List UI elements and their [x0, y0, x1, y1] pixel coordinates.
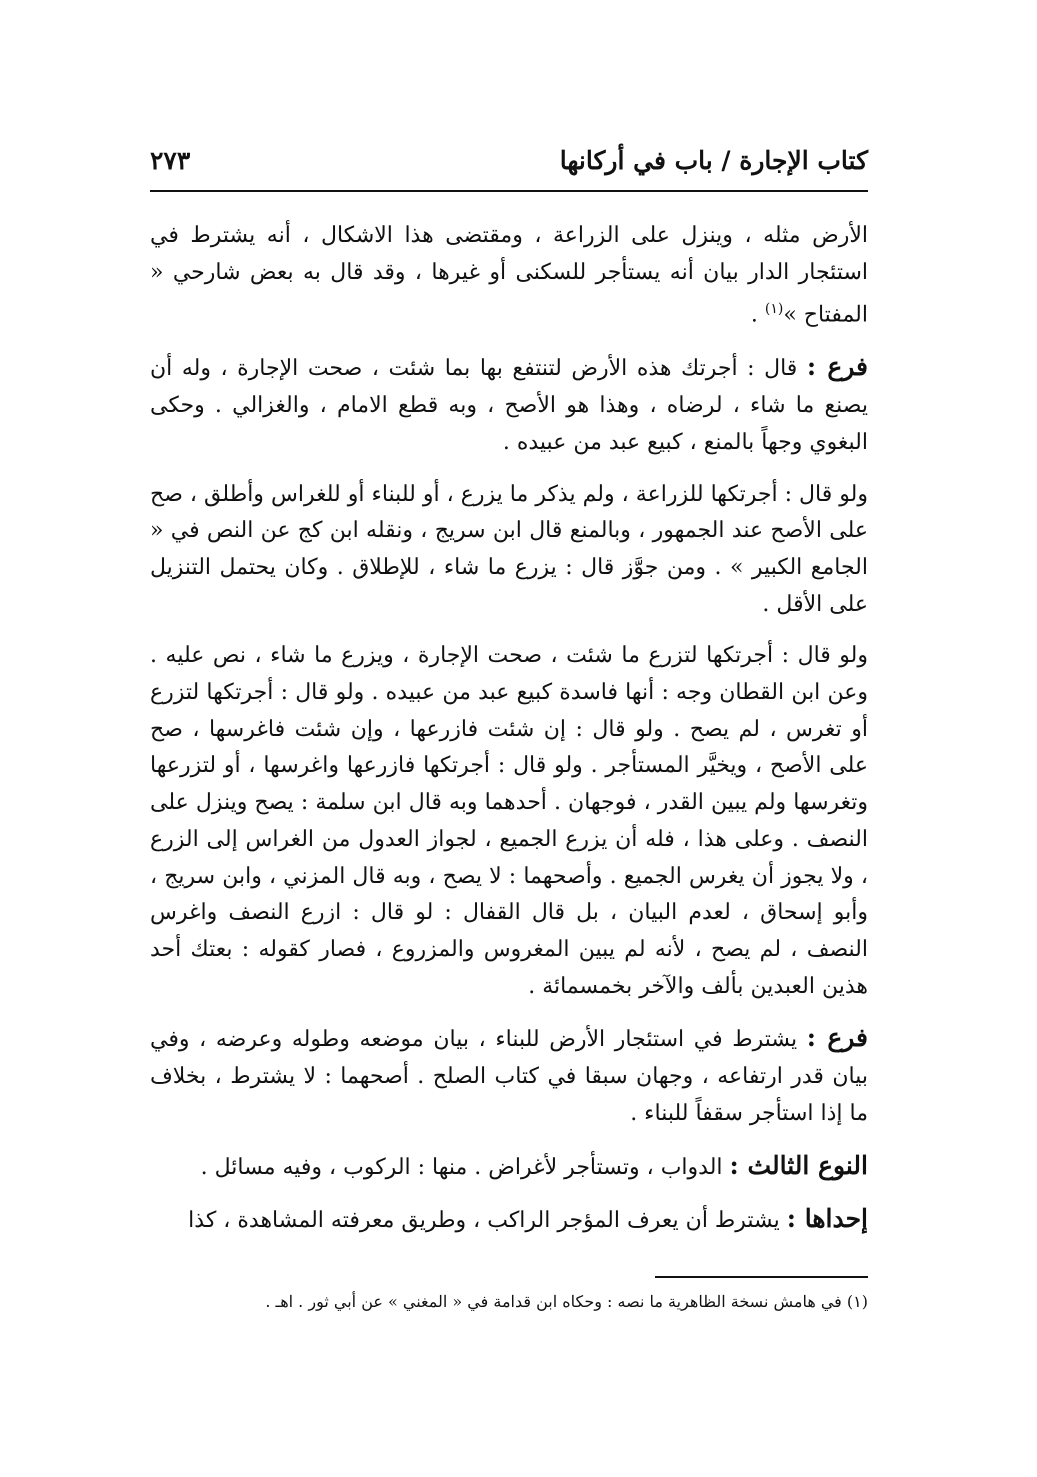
section-lead: فرع :	[806, 1023, 868, 1053]
paragraph	[150, 1148, 868, 1187]
footnote: (١) في هامش نسخة الظاهرية ما نصه : وحكاه ابن قدامة في « المغني » عن أبي ثور . اهـ .	[265, 1292, 868, 1311]
paragraph-text: يشترط في استئجار الأرض للبناء ، بيان موضعه وطوله وعرضه ، وفي بيان قدر ارتفاعه ، وجهان سبقا في كتاب الصلح . أصحهما : لا يشترط ، بخلاف ما إذا استأجر سقفاً للبناء .	[150, 1027, 868, 1126]
paragraph-tail: .	[750, 302, 765, 328]
section-lead: النوع الثالث :	[729, 1150, 868, 1180]
paragraph	[150, 1020, 868, 1132]
paragraph	[150, 218, 868, 334]
paragraph	[150, 349, 868, 461]
paragraph-text: ولو قال : أجرتكها للزراعة ، ولم يذكر ما يزرع ، أو للبناء أو للغراس وأطلق ، صح على الأصح عند الجمهور ، وبالمنع قال ابن سريج ، ونقله ابن كج عن النص في « الجامع الكبير » . ومن جوَّز قال : يزرع ما شاء ، للإطلاق . وكان يحتمل التنزيل على الأقل .	[150, 481, 868, 617]
paragraph-text: قال : أجرتك هذه الأرض لتنتفع بها بما شئت ، صحت الإجارة ، وله أن يصنع ما شاء ، لرضاه ، وهذا هو الأصح ، وبه قطع الامام ، والغزالي . وحكى البغوي وجهاً بالمنع ، كبيع عبد من عبيده .	[150, 356, 868, 455]
main-text	[150, 218, 868, 1240]
paragraph	[150, 638, 868, 1005]
section-lead: إحداها :	[786, 1204, 868, 1234]
paragraph	[150, 1201, 868, 1240]
section-lead: فرع :	[806, 352, 868, 382]
paragraph-text: ولو قال : أجرتكها لتزرع ما شئت ، صحت الإجارة ، ويزرع ما شاء ، نص عليه . وعن ابن القطان وجه : أنها فاسدة كبيع عبد من عبيده . ولو قال : أجرتكها لتزرع أو تغرس ، لم يصح . ولو قال : إن شئت فازرعها ، وإن شئت فاغرسها ، صح على الأصح ، ويخيَّر المستأجر . ولو قال : أجرتكها فازرعها واغرسها ، أو لتزرعها وتغرسها ولم يبين القدر ، فوجهان . أحدهما وبه قال ابن سلمة : يصح وينزل على النصف . وعلى هذا ، فله أن يزرع الجميع ، لجواز العدول من الغراس إلى الزرع ، ولا يجوز أن يغرس الجميع . وأصحهما : لا يصح ، وبه قال المزني ، وابن سريج ، وأبو إسحاق ، لعدم البيان ، بل قال القفال : لو قال : ازرع النصف واغرس النصف ، لم يصح ، لأنه لم يبين المغروس والمزروع ، فصار كقوله : بعتك أحد هذين العبدين بألف والآخر بخمسمائة .	[150, 643, 868, 999]
paragraph-text: الدواب ، وتستأجر لأغراض . منها : الركوب ، وفيه مسائل .	[200, 1154, 730, 1180]
paragraph-text: الأرض مثله ، وينزل على الزراعة ، ومقتضى هذا الاشكال ، أنه يشترط في استئجار الدار بيان أنه يستأجر للسكنى أو غيرها ، وقد قال به بعض شارحي « المفتاح »	[150, 223, 868, 328]
page-number: ٢٧٣	[150, 146, 191, 175]
paragraph	[150, 477, 868, 624]
chapter-title: كتاب الإجارة / باب في أركانها	[559, 146, 868, 175]
header-divider	[150, 190, 868, 192]
running-header	[150, 140, 868, 186]
footnote-divider	[655, 1276, 868, 1278]
footnote-marker[interactable]: (١)	[764, 301, 784, 318]
paragraph-text: يشترط أن يعرف المؤجر الراكب ، وطريق معرفته المشاهدة ، كذا	[188, 1208, 787, 1234]
